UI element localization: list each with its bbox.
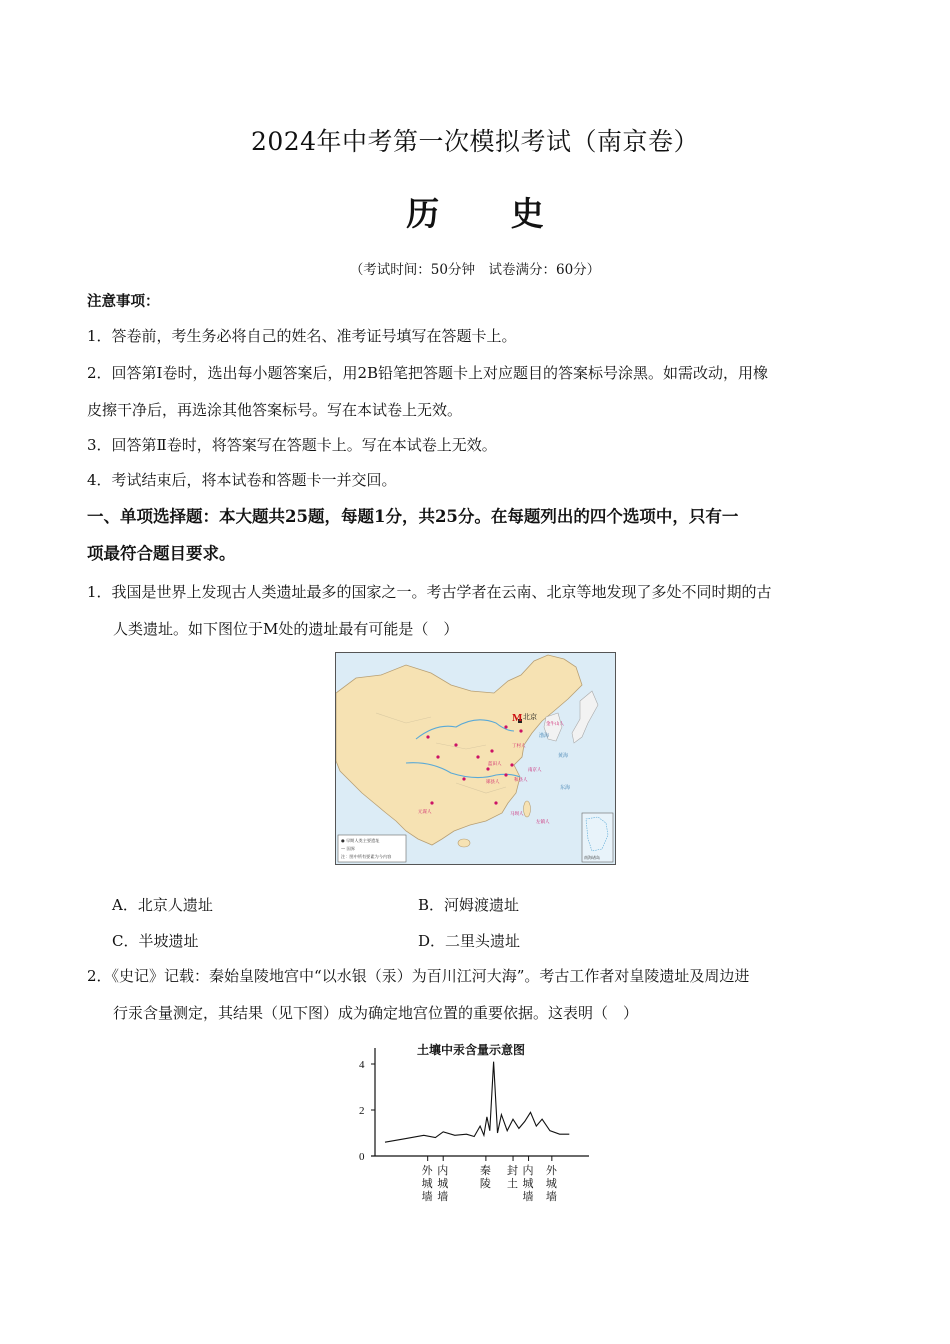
x-tick-label: 陵 bbox=[479, 1177, 491, 1190]
site-label: 郧县人 bbox=[486, 780, 500, 785]
option-c[interactable]: C．半坡遗址 bbox=[112, 932, 199, 950]
legend-border: — 国界 bbox=[341, 846, 355, 851]
option-a[interactable]: A．北京人遗址 bbox=[112, 896, 213, 914]
notes-heading: 注意事项： bbox=[87, 293, 160, 310]
site-dot bbox=[504, 773, 507, 776]
question-1-stem-cont: 人类遗址。如下图位于M处的遗址最有可能是（ ） bbox=[113, 620, 459, 638]
site-label: 蓝田人 bbox=[488, 762, 502, 767]
site-dot bbox=[454, 743, 457, 746]
x-tick-label: 墙 bbox=[545, 1190, 557, 1203]
sea-label: 东海 bbox=[560, 785, 571, 791]
site-label: 丁村人 bbox=[512, 744, 526, 749]
y-tick-label: 0 bbox=[359, 1151, 365, 1163]
exam-time-info: （考试时间：50分钟 试卷满分：60分） bbox=[349, 262, 601, 278]
x-tick-label: 土 bbox=[507, 1177, 519, 1190]
legend-sites: ● 早期人类主要遗址 bbox=[341, 838, 380, 843]
china-map-figure bbox=[335, 652, 616, 865]
question-2-stem: 2．《史记》记载：秦始皇陵地宫中“以水银（汞）为百川江河大海”。考古工作者对皇陵遗址及周边进 bbox=[87, 967, 750, 985]
inset-label: 南海诸岛 bbox=[584, 855, 600, 860]
site-dot bbox=[490, 749, 493, 752]
site-dot bbox=[494, 801, 497, 804]
site-dot bbox=[486, 767, 489, 770]
site-dot bbox=[510, 763, 513, 766]
site-label: 左镇人 bbox=[536, 820, 550, 825]
question-1-stem: 1．我国是世界上发现古人类遗址最多的国家之一。考古学者在云南、北京等地发现了多处不同时期的古 bbox=[87, 583, 772, 601]
x-tick-label: 城 bbox=[545, 1177, 557, 1190]
section-heading: 一、单项选择题：本大题共25题，每题1分，共25分。在每题列出的四个选项中，只有一 bbox=[87, 507, 739, 526]
site-label: 和县人 bbox=[514, 778, 528, 783]
y-tick-label: 4 bbox=[359, 1059, 365, 1071]
note-item-1: 1．答卷前，考生务必将自己的姓名、准考证号填写在答题卡上。 bbox=[87, 327, 517, 345]
option-b[interactable]: B．河姆渡遗址 bbox=[418, 896, 520, 914]
site-label: 元谋人 bbox=[418, 810, 432, 815]
subject-title: 历 史 bbox=[406, 194, 574, 233]
chart-title: 土壤中汞含量示意图 bbox=[417, 1043, 526, 1057]
site-dot bbox=[426, 735, 429, 738]
site-dot bbox=[476, 755, 479, 758]
page-title: 2024年中考第一次模拟考试（南京卷） bbox=[250, 127, 700, 156]
x-tick-label: 外 bbox=[421, 1164, 433, 1177]
x-tick-label: 墙 bbox=[522, 1190, 534, 1203]
x-tick-label: 封 bbox=[507, 1164, 519, 1177]
site-dot bbox=[519, 729, 522, 732]
sea-label: 黄海 bbox=[558, 753, 569, 759]
sea-label: 渤海 bbox=[539, 733, 550, 739]
mercury-series-line bbox=[385, 1062, 569, 1143]
china-land bbox=[336, 655, 582, 845]
site-label: 马坝人 bbox=[510, 812, 524, 817]
note-item-2: 2．回答第Ⅰ卷时，选出每小题答案后，用2B铅笔把答题卡上对应题目的答案标号涂黑。如需改动，用橡 bbox=[87, 364, 769, 382]
x-tick-label: 城 bbox=[437, 1177, 449, 1190]
section-heading-cont: 项最符合题目要求。 bbox=[87, 544, 236, 563]
x-tick-label: 秦 bbox=[479, 1164, 491, 1177]
note-item-4: 4．考试结束后，将本试卷和答题卡一并交回。 bbox=[87, 471, 397, 489]
y-tick-label: 2 bbox=[359, 1105, 365, 1117]
note-item-2-cont: 皮擦干净后，再选涂其他答案标号。写在本试卷上无效。 bbox=[87, 401, 463, 419]
x-tick-label: 外 bbox=[545, 1164, 557, 1177]
note-item-3: 3．回答第Ⅱ卷时，将答案写在答题卡上。写在本试卷上无效。 bbox=[87, 436, 497, 454]
site-label: 金牛山人 bbox=[546, 722, 564, 727]
x-tick-label: 内 bbox=[437, 1164, 449, 1177]
site-dot bbox=[462, 777, 465, 780]
site-dot bbox=[504, 725, 507, 728]
map-city-beijing: 北京 bbox=[523, 713, 537, 721]
x-tick-label: 城 bbox=[421, 1177, 433, 1190]
question-2-stem-cont: 行汞含量测定，其结果（见下图）成为确定地宫位置的重要依据。这表明（ ） bbox=[113, 1004, 639, 1022]
x-tick-label: 墙 bbox=[421, 1190, 433, 1203]
legend-note: 注：图中所有要素为今内容 bbox=[341, 854, 392, 859]
mercury-chart bbox=[345, 1038, 605, 1208]
option-d[interactable]: D．二里头遗址 bbox=[418, 932, 521, 950]
map-marker-m: M bbox=[512, 712, 523, 724]
site-label: 南京人 bbox=[528, 768, 542, 773]
site-dot bbox=[430, 801, 433, 804]
x-tick-label: 内 bbox=[522, 1164, 534, 1177]
x-tick-label: 墙 bbox=[437, 1190, 449, 1203]
x-tick-label: 城 bbox=[522, 1177, 534, 1190]
site-dot bbox=[436, 755, 439, 758]
